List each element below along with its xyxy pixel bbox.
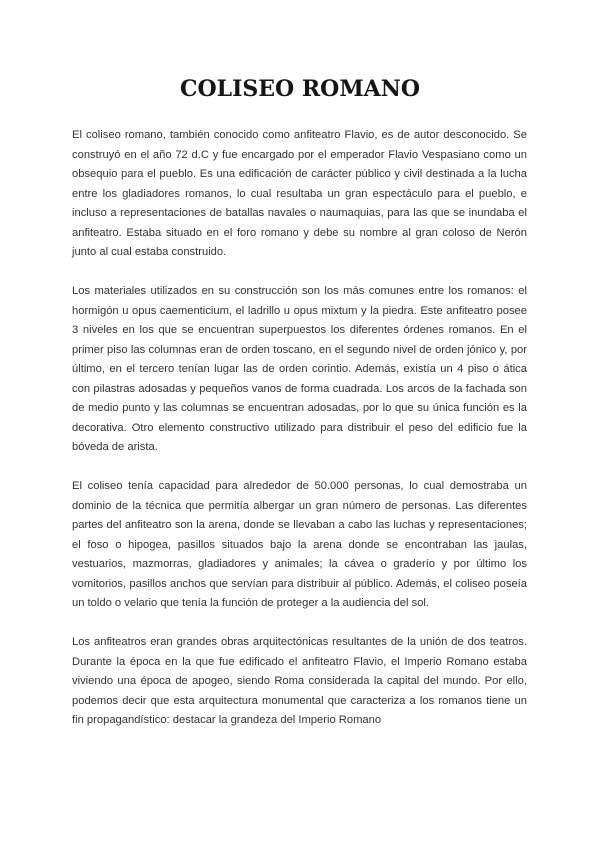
paragraph-3: El coliseo tenía capacidad para alrededor de 50.000 personas, lo cual demostraba un dominio de la técnica que permitía albergar un gran número de personas. Las diferentes partes del anfiteatro son la arena, donde se llevaban a cabo las luchas y representaciones; el foso o hipogea, pasillos situados bajo la arena donde se encontraban las jaulas, vestuarios, mazmorras, gladiadores y animales; la cávea o graderío y por último los vomitorios, pasillos anchos que servían para distribuir al público. Además, el coliseo poseía un toldo o velario que tenía la función de proteger a la audiencia del sol.: [72, 480, 527, 609]
paragraph-1: El coliseo romano, también conocido como anfiteatro Flavio, es de autor desconocido. Se construyó en el año 72 d.C y fue encargado por el emperador Flavio Vespasiano como un obsequio para el pueblo. Es una edificación de carácter público y civil destinada a la lucha entre los gladiadores romanos, lo cual resultaba un gran espectáculo para el pueblo, e incluso a representaciones de batallas navales o naumaquias, para las que se inundaba el anfiteatro. Estaba situado en el foro romano y debe su nombre al gran coloso de Nerón junto al cual estaba construido.: [72, 129, 527, 258]
page-title: COLISEO ROMANO: [179, 76, 421, 102]
paragraph-4: Los anfiteatros eran grandes obras arquitectónicas resultantes de la unión de dos teatros. Durante la época en la que fue edificado el anfiteatro Flavio, el Imperio Romano estaba viviendo una época de apogeo, siendo Roma considerada la capital del mundo. Por ello, podemos decir que esta arquitectura monumental que caracteriza a los romanos tiene un fin propagandístico: destacar la grandeza del Imperio Romano: [72, 636, 527, 726]
paragraph-2: Los materiales utilizados en su construcción son los más comunes entre los romanos: el hormigón u opus caementicium, el ladrillo u opus mixtum y la piedra. Este anfiteatro posee 3 niveles en los que se encuentran superpuestos los diferentes órdenes romanos. En el primer piso las columnas eran de orden toscano, en el segundo nivel de orden jónico y, por último, en el tercero tenían lugar las de orden corintio. Además, existía un 4 piso o ática con pilastras adosadas y pequeños vanos de forma cuadrada. Los arcos de la fachada son de medio punto y las columnas se encuentran adosadas, por lo que su única función es la decorativa. Otro elemento constructivo utilizado para distribuir el peso del edificio fue la bóveda de arista.: [72, 285, 527, 453]
document-body: [72, 126, 527, 750]
